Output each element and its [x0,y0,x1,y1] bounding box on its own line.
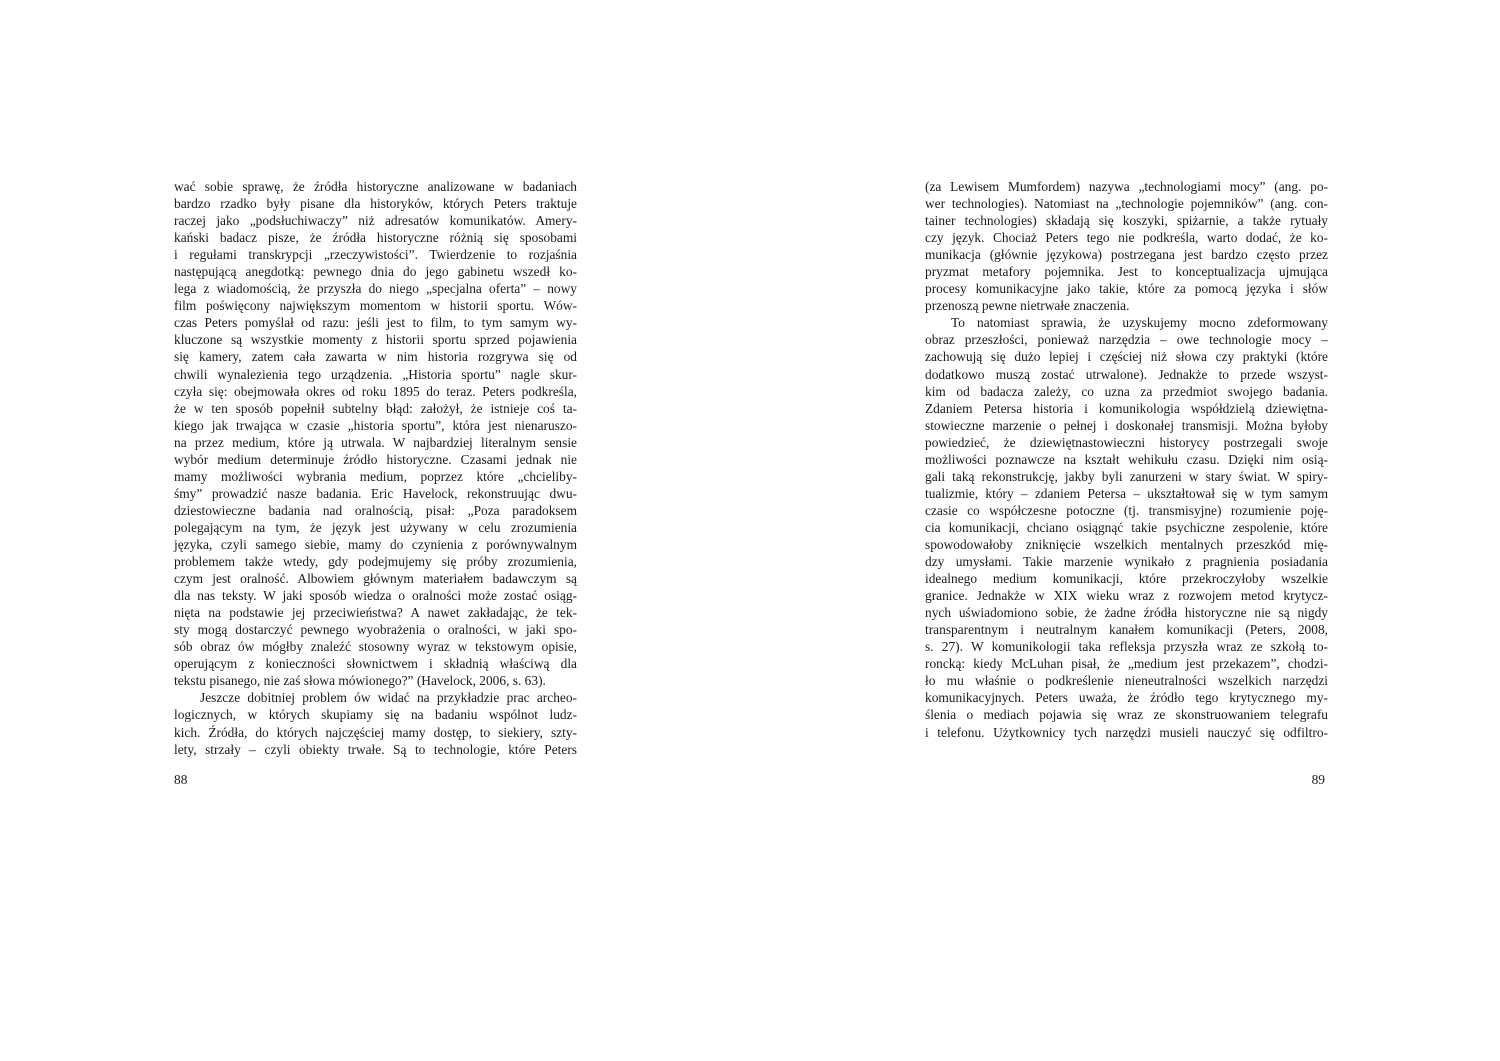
text-line: kański badacz pisze, że źródła historyczne różnią się sposobami [174,230,577,246]
text-line: dziestowieczne badania nad oralnością, pisał: „Poza paradoksem [174,502,577,518]
text-line: munikacja (głównie językowa) postrzegana jest bardzo często przez [925,247,1328,263]
right-page-text [925,178,1328,741]
text-line: kich. Źródła, do których najczęściej mamy dostęp, to siekiery, szty- [174,724,577,740]
text-line: kluczone są wszystkie momenty z historii sportu sprzed pojawienia [174,332,577,348]
text-line: bardzo rzadko były pisane dla historyków, których Peters traktuje [174,196,577,212]
text-line: mamy możliwości wybrania medium, poprzez które „chcieliby- [174,468,577,484]
text-line: spowodowałoby zniknięcie wszelkich mentalnych przeszkód mię- [925,536,1328,552]
text-line: granice. Jednakże w XIX wieku wraz z rozwojem metod krytycz- [925,588,1328,604]
text-line: języka, czyli samego siebie, mamy do czynienia z porównywalnym [174,536,577,552]
text-line: na przez medium, które ją utrwala. W najbardziej literalnym sensie [174,434,577,450]
text-line: film poświęcony największym momentom w historii sportu. Wów- [174,298,577,314]
text-line: dzy umysłami. Takie marzenie wynikało z pragnienia posiadania [925,554,1328,570]
text-line: czas Peters pomyślał od razu: jeśli jest to film, to tym samym wy- [174,315,577,331]
text-line: powiedzieć, że dziewiętnastowieczni historycy postrzegali swoje [925,434,1328,450]
text-line: roncką: kiedy McLuhan pisał, że „medium jest przekazem”, chodzi- [925,656,1328,672]
text-line: Zdaniem Petersa historia i komunikologia współdzielą dziewiętna- [925,400,1328,416]
text-line: lega z wiadomością, że przyszła do niego „specjalna oferta” – nowy [174,281,577,297]
text-line: zachowują się dużo lepiej i częściej niż słowa czy praktyki (które [925,349,1328,365]
text-line: następującą anegdotką: pewnego dnia do jego gabinetu wszedł ko- [174,264,577,280]
text-line: procesy komunikacyjne jako takie, które za pomocą języka i słów [925,281,1328,297]
text-line: stowieczne marzenie o pełnej i doskonałej transmisji. Można byłoby [925,417,1328,433]
text-line: i telefonu. Użytkownicy tych narzędzi musieli nauczyć się odfiltro- [925,724,1328,740]
text-line: s. 27). W komunikologii taka refleksja przyszła wraz ze szkołą to- [925,639,1328,655]
text-line: wać sobie sprawę, że źródła historyczne analizowane w badaniach [174,179,577,194]
text-line: wer technologies). Natomiast na „technologie pojemników” (ang. con- [925,196,1328,212]
right-page-number: 89 [1311,772,1325,787]
text-line: raczej jako „podsłuchiwaczy” niż adresatów komunikatów. Amery- [174,213,577,229]
text-line: dla nas teksty. W jaki sposób wiedza o oralności może zostać osiąg- [174,588,577,604]
text-line: i regułami transkrypcji „rzeczywistości”. Twierdzenie to rozjaśnia [174,247,577,263]
text-line: tekstu pisanego, nie zaś słowa mówionego?” (Havelock, 2006, s. 63). [174,673,546,689]
text-line: To natomiast sprawia, że uzyskujemy mocno zdeformowany [951,315,1328,331]
text-line: ło mu właśnie o podkreślenie nieneutralności wszelkich narzędzi [925,673,1328,689]
text-line: możliwości poznawcze na kształt wehikułu czasu. Dzięki nim osią- [925,451,1328,467]
text-line: tualizmie, który – zdaniem Petersa – ukształtował się w tym samym [925,485,1328,501]
text-line: że w ten sposób popełnił subtelny błąd: założył, że istnieje coś ta- [174,400,577,416]
text-line: czy język. Chociaż Peters tego nie podkreśla, warto dodać, że ko- [925,230,1328,246]
text-line: transparentnym i neutralnym kanałem komunikacji (Peters, 2008, [925,622,1328,638]
text-line: (za Lewisem Mumfordem) nazywa „technologiami mocy” (ang. po- [925,179,1328,194]
text-line: logicznych, w których skupiamy się na badaniu wspólnot ludz- [174,707,577,723]
text-line: śmy” prowadzić nasze badania. Eric Havelock, rekonstruując dwu- [174,485,577,501]
text-line: ślenia o mediach pojawia się wraz ze skonstruowaniem telegrafu [925,707,1328,723]
text-line: idealnego medium komunikacji, które przekroczyłoby wszelkie [925,571,1328,587]
text-line: gali taką rekonstrukcję, jakby byli zanurzeni w stary świat. W spiry- [925,468,1328,484]
text-line: sób obraz ów mógłby znaleźć stosowny wyraz w tekstowym opisie, [174,639,577,655]
text-line: Jeszcze dobitniej problem ów widać na przykładzie prac archeo- [200,690,577,706]
right-page [750,0,1500,1061]
text-line: sty mogą dostarczyć pewnego wyobrażenia o oralności, w jaki spo- [174,622,577,638]
text-line: polegającym na tym, że język jest używany w celu zrozumienia [174,519,577,535]
text-line: wybór medium determinuje źródło historyczne. Czasami jednak nie [174,451,577,467]
text-line: pryzmat metafory pojemnika. Jest to konceptualizacja ujmująca [925,264,1328,280]
left-page-number: 88 [174,772,188,787]
text-line: problemem także wtedy, gdy podejmujemy się próby zrozumienia, [174,554,577,570]
text-line: czym jest oralność. Albowiem głównym materiałem badawczym są [174,571,577,587]
left-page-text [174,178,577,758]
text-line: czasie co współczesne potoczne (tj. transmisyjne) rozumienie poję- [925,502,1328,518]
text-line: czyła się: obejmowała okres od roku 1895 do teraz. Peters podkreśla, [174,383,577,399]
text-line: kiego jak trwająca w czasie „historia sportu”, która jest nienaruszo- [174,417,577,433]
text-line: lety, strzały – czyli obiekty trwałe. Są to technologie, które Peters [174,741,577,757]
text-line: nych uświadomiono sobie, że żadne źródła historyczne nie są nigdy [925,605,1328,621]
text-line: dodatkowo muszą zostać utrwalone). Jednakże to przede wszyst- [925,366,1328,382]
text-line: komunikacyjnych. Peters uważa, że źródło tego krytycznego my- [925,690,1328,706]
text-line: nięta na podstawie jej przeciwieństwa? A nawet zakładając, że tek- [174,605,577,621]
text-line: tainer technologies) składają się koszyki, spiżarnie, a także rytuały [925,213,1328,229]
text-line: cia komunikacji, chciano osiągnąć takie psychiczne zespolenie, które [925,519,1328,535]
text-line: kim od badacza zależy, co uzna za przedmiot swojego badania. [925,383,1328,399]
text-line: obraz przeszłości, ponieważ narzędzia – owe technologie mocy – [925,332,1328,348]
text-line: się kamery, zatem cała zawarta w nim historia rozgrywa się od [174,349,577,365]
text-line: chwili wynalezienia tego urządzenia. „Historia sportu” nagle skur- [174,366,577,382]
text-line: przenoszą pewne nietrwałe znaczenia. [925,298,1130,314]
text-line: operującym z konieczności słownictwem i składnią właściwą dla [174,656,577,672]
